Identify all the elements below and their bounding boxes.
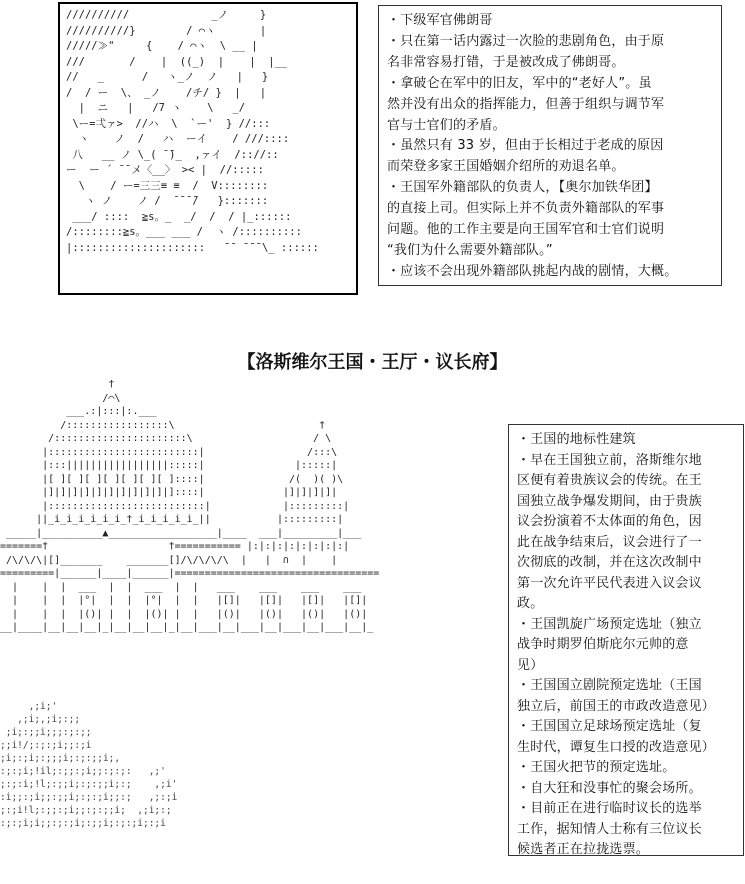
note-line: 区便有着贵族议会的传统。在王	[517, 473, 702, 488]
note-line: ・拿破仑在军中的旧友，军中的“老好人”。虽	[387, 75, 652, 91]
note-line: ・下级军官佛朗哥	[387, 13, 493, 28]
crowd-ascii-art: ,;i;' ,;i;,;i;:;; ;i;:;;i;;;:;:;; ;;i!/;:;:;i;;:;i ;i;:;i;:;;;i;:;:;;i;, :;:;i;!il;:;;:;i;;:;:;: ,;' ;:;:i;!l;:;;i;:;:;;i;:; ,;i' :i;;:;i;;:;;i;:;:;i;;:; ,;:;i ;:;i!l;:;;:;i;;:;:;;i; ,;i;:; :;:;i;i;;:;:;i;:;;i;:;:;i;:;i	[0, 701, 178, 829]
note-line: ・应该不会出现外籍部队挑起内战的剧情，大概。	[387, 263, 678, 279]
note-line: 政。	[517, 596, 544, 611]
note-line: 独立后，前国王的市政改造意见）	[517, 698, 716, 714]
note-line: 第一次允许平民代表进入议会议	[517, 575, 702, 591]
note-line: 此在战争结束后，议会进行了一	[517, 534, 702, 550]
note-line: 战争时期罗伯斯庇尔元帅的意	[517, 637, 689, 652]
character-notes	[378, 5, 722, 286]
portrait-frame	[58, 2, 358, 295]
note-line: “我们为什么需要外籍部队。”	[387, 242, 553, 258]
note-line: 官与士官们的矛盾。	[387, 117, 506, 133]
note-line: ・目前正在进行临时议长的选举	[517, 801, 702, 816]
note-line: 候选者正在拉拢选票。	[517, 842, 650, 857]
note-line: 见）	[517, 657, 544, 673]
note-line: ・王国国立足球场预定选址（复	[517, 719, 702, 734]
note-line: ・王国国立剧院预定选址（王国	[517, 678, 702, 693]
building-ascii-art: † /⌒\ ___.:|:::|:.___ /:::::::::::::::::\ † /::::::::::::::::::::::\ / \ |:::::::::::::::::::::::::| /:::\ |:::|||||||||||||||||:::::| |:::::| |[ ][ ][ ][ ][ ][ ][ ]::::| /( )( )\ |]|]|]|]|]|]|]|]|]|]|]::::| |]|]|]|]| |::::::::::::::::::::::::::| |:::::::::| ||_i_i_i_i_i_i_†_i_i_i_i_i_|| |:::::::::| _____|__________▲__________________|____ ___|_________|___ =======† †=========== |:|:|:|:|:|:|:|:| /\/\/\|[]_______ _______[]/\/\/\/\ | | ∩ | | =========|______|____|______|================================== | | | ___ | | ___ | | ___ ___ ___ ___ | | | |°| | | |°| | | |[]| |[]| |[]| |[]| | | | |()| | | |()| | | |()| |()| |()| |()| __|____|__|__|__|_|__|__|__|_|__|___|__|___|__|___|__|___|__|_	[0, 379, 380, 633]
note-line: 的直接上司。但实际上并不负责外籍部队的军事	[387, 201, 665, 217]
note-line: ・虽然只有 33 岁，但由于长相过于老成的原因	[387, 138, 664, 154]
note-line: 然并没有出众的指挥能力，但善于组织与调节军	[387, 96, 665, 112]
note-line: 名非常容易打错，于是被改成了佛朗哥。	[387, 54, 625, 70]
note-line: 国独立战争爆发期间，由于贵族	[517, 493, 702, 509]
note-line: 工作，据知情人士称有三位议长	[517, 821, 702, 837]
note-line: ・自大狂和没事忙的聚会场所。	[517, 780, 702, 796]
note-line: 议会扮演着不太体面的角色，因	[517, 514, 702, 529]
building-notes	[508, 424, 744, 856]
portrait-ascii-art: ////////// _ノ } //////////} / ⌒ヽ | /////≫" { / ⌒ヽ \ __ | /// / | ((_) | | |__ // _ / ヽ_ノ ノ | } / / ー \、 _ノ /チ/ } | | | ニ | /7 ヽ \ _/ \ー=弌ァ> //ハ \ `ー' } //::: ヽ ノ / ハ ーイ / ///:::: 八 __ ノ \_( ̄ ̄)_ ,ァイ /:://:: ー ー ´ ̄ ̄ メ〈__〉 >< | //::::: \ / ー=三三≡ ≡ / V:::::::: ヽ ノ ノ / ̄ ̄ ̄ ̄/ }::::::: ___/ :::: ≧s。_ _/ / / |_:::::: /::::::::≧s。___ ___ / ヽ /:::::::::: |::::::::::::::::::::: ̄ ̄ ̄ ̄ ̄ \_ ::::::	[66, 9, 319, 254]
note-line: 问题。他的工作主要是向王国军官和士官们说明	[387, 222, 665, 238]
note-line: 次彻底的改制，并在这次改制中	[517, 555, 702, 570]
note-line: 而荣登多家王国婚姻介绍所的劝退名单。	[387, 159, 625, 175]
note-line: ・王国的地标性建筑	[517, 432, 636, 447]
note-line: ・早在王国独立前，洛斯维尔地	[517, 452, 702, 468]
note-line: ・王国军外籍部队的负责人，【奥尔加铁华团】	[387, 180, 658, 196]
note-line: ・王国火把节的预定选址。	[517, 760, 676, 775]
note-line: ・只在第一话内露过一次脸的悲剧角色，由于原	[387, 33, 665, 49]
section-title: 【洛斯维尔王国・王厅・议长府】	[237, 352, 508, 373]
note-line: 生时代，谭复生口授的改造意见）	[517, 739, 716, 755]
note-line: ・王国凯旋广场预定选址（独立	[517, 616, 702, 632]
